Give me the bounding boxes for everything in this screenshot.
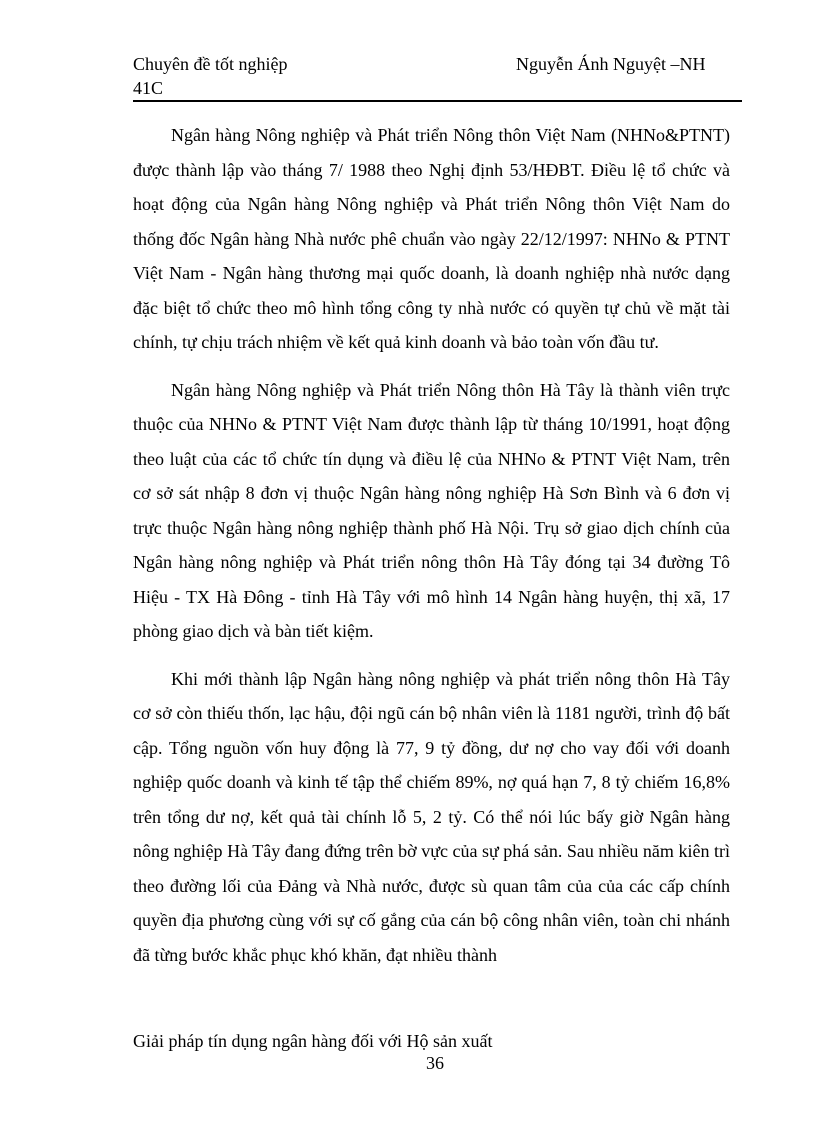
header-document-type: Chuyên đề tốt nghiệp bbox=[133, 54, 288, 74]
header-author: Nguyễn Ánh Nguyệt –NH bbox=[516, 54, 706, 74]
page-number: 36 bbox=[426, 1053, 444, 1073]
header-divider bbox=[133, 100, 742, 102]
paragraph-2: Ngân hàng Nông nghiệp và Phát triển Nông thôn Hà Tây là thành viên trực thuộc của NHNo & PTNT Việt Nam được thành lập từ tháng 10/1991, hoạt động theo luật của các tổ chức tín dụng và điều lệ của NHNo & PTNT Việt Nam, trên cơ sở sát nhập 8 đơn vị thuộc Ngân hàng nông nghiệp Hà Sơn Bình và 6 đơn vị trực thuộc Ngân hàng nông nghiệp thành phố Hà Nội. Trụ sở giao dịch chính của Ngân hàng nông nghiệp và Phát triển nông thôn Hà Tây đóng tại 34 đường Tô Hiệu - TX Hà Đông - tỉnh Hà Tây với mô hình 14 Ngân hàng huyện, thị xã, 17 phòng giao dịch và bàn tiết kiệm. bbox=[133, 379, 730, 641]
paragraph-3: Khi mới thành lập Ngân hàng nông nghiệp và phát triển nông thôn Hà Tây cơ sở còn thiếu thốn, lạc hậu, đội ngũ cán bộ nhân viên là 1181 người, trình độ bất cập. Tổng nguồn vốn huy động là 77, 9 tỷ đồng, dư nợ cho vay đối với doanh nghiệp quốc doanh và kinh tế tập thể chiếm 89%, nợ quá hạn 7, 8 tỷ chiếm 16,8% trên tổng dư nợ, kết quả tài chính lỗ 5, 2 tỷ. Có thể nói lúc bấy giờ Ngân hàng nông nghiệp Hà Tây đang đứng trên bờ vực của sự phá sản. Sau nhiều năm kiên trì theo đường lối của Đảng và Nhà nước, được sù quan tâm của của các cấp chính quyền địa phương cùng với sự cố gắng của cán bộ công nhân viên, toàn chi nhánh đã từng bước khắc phục khó khăn, đạt nhiều thành bbox=[133, 668, 730, 965]
header-class-code: 41C bbox=[133, 78, 164, 98]
paragraph-1: Ngân hàng Nông nghiệp và Phát triển Nông thôn Việt Nam (NHNo&PTNT) được thành lập vào tháng 7/ 1988 theo Nghị định 53/HĐBT. Điều lệ tổ chức và hoạt động của Ngân hàng Nông nghiệp và Phát triển Nông thôn Việt Nam do thống đốc Ngân hàng Nhà nước phê chuẩn vào ngày 22/12/1997: NHNo & PTNT Việt Nam - Ngân hàng thương mại quốc doanh, là doanh nghiệp nhà nước dạng đặc biệt tổ chức theo mô hình tổng công ty nhà nước có quyền tự chủ về mặt tài chính, tự chịu trách nhiệm về kết quả kinh doanh và bảo toàn vốn đầu tư. bbox=[133, 125, 730, 352]
footer-title: Giải pháp tín dụng ngân hàng đối với Hộ sản xuất bbox=[133, 1031, 493, 1051]
body-text bbox=[133, 118, 730, 972]
